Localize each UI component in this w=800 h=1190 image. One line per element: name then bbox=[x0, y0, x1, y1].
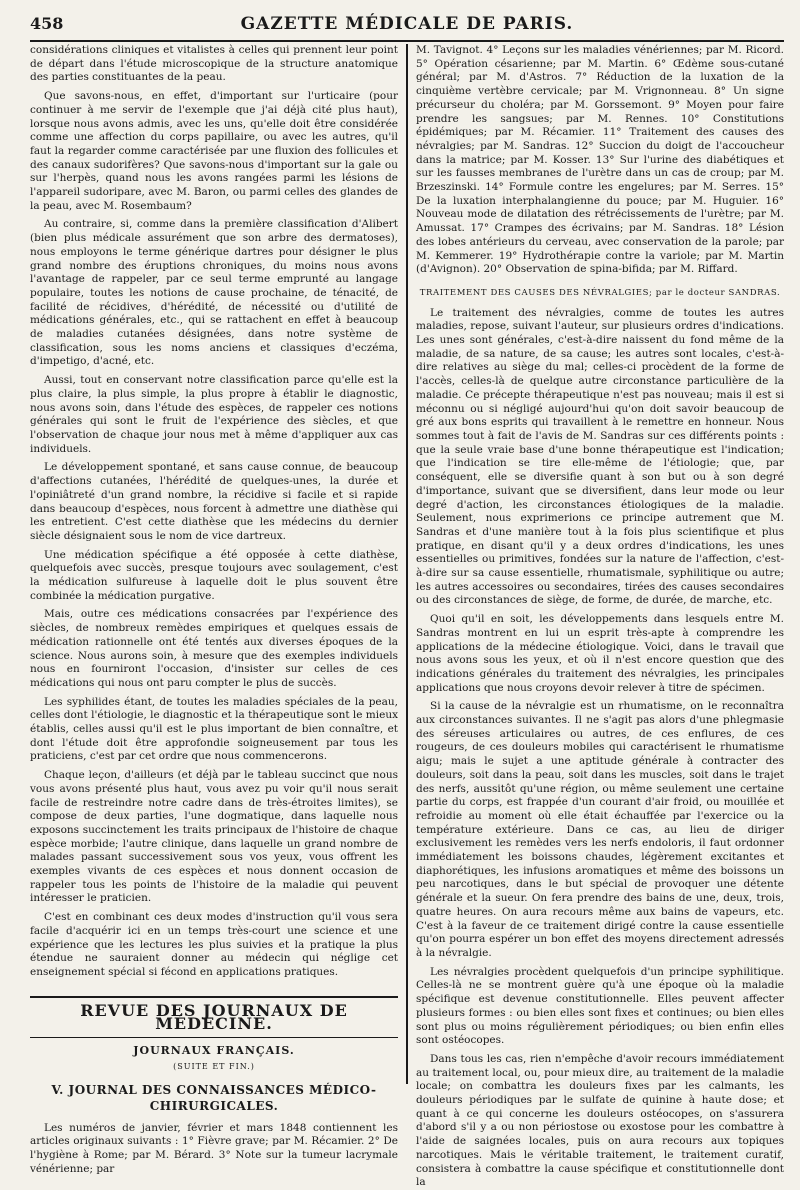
page-number: 458 bbox=[30, 14, 64, 33]
paragraph: considérations cliniques et vitalistes à celles qui prennent leur point de départ dans l'étude microscopique de la structure anatomique des parties constituantes de la peau. bbox=[30, 44, 399, 84]
paragraph: Dans tous les cas, rien n'empêche d'avoir recours immédiatement au traitement local, ou, pour mieux dire, au traitement de la maladie locale; on combattra les douleurs fixes par les calmants, les douleurs périodiques par le sulfate de quinine à haute dose; et quant à ce qui concerne les douleurs ostéocopes, on s'assurera d'abord s'il y a ou non périostose ou exostose pour les combattre à l'aide de saignées locales, puis on aura recours aux topiques narcotiques. Mais le véritable traitement, le traitement curatif, consistera à combattre la cause spécifique et constitutionnelle dont la bbox=[416, 1052, 785, 1189]
paragraph: M. Tavignot. 4° Leçons sur les maladies vénériennes; par M. Ricord. 5° Opération césarienne; par M. Martin. 6° Œdème sous-cutané général; par M. d'Astros. 7° Réduction de la luxation de la cinquième vertèbre cervicale; par M. Vrignonneau. 8° Un signe précurseur du choléra; par M. Gorssemont. 9° Moyen pour faire prendre les sangsues; par M. Rennes. 10° Constitutions épidémiques; par M. Récamier. 11° Traitement des causes des névralgies; par M. Sandras. 12° Succion du doigt de l'accoucheur dans la matrice; par M. Kosser. 13° Sur l'urine des diabétiques et sur les fausses membranes de l'urètre dans un cas de croup; par M. Brzeszinski. 14° Formule contre les engelures; par M. Serres. 15° De la luxation interphalangienne du pouce; par M. Huguier. 16° Nouveau mode de dilatation des rétrécissements de l'urètre; par M. Amussat. 17° Crampes des écrivains; par M. Sandras. 18° Lésion des lobes antérieurs du cerveau, avec conservation de la parole; par M. Kemmerer. 19° Hydrothérapie contre la variole; par M. Martin (d'Avignon). 20° Observation de spina-bifida; par M. Riffard. bbox=[416, 44, 785, 276]
page-header bbox=[30, 14, 784, 42]
section-subhead: JOURNAUX FRANÇAIS. bbox=[133, 1044, 295, 1058]
paragraph: Quoi qu'il en soit, les développements dans lesquels entre M. Sandras montrent en lui un esprit très-apte à comprendre les applications de la médecine étiologique. Voici, dans le travail que nous avons sous les yeux, et où il n'est encore question que des indications générales du traitement des névralgies, les principales applications que nous croyons devoir relever à titre de spécimen. bbox=[416, 613, 785, 694]
paragraph: Le développement spontané, et sans cause connue, de beaucoup d'affections cutanées, l'hérédité de quelques-unes, la durée et l'opiniâtreté d'un grand nombre, la récidive si facile et si rapide dans beaucoup d'espèces, nous forcent à admettre une diathèse qui les entretient. C'est cette diathèse que les médecins du dernier siècle désignaient sous le nom de vice dartreux. bbox=[30, 461, 399, 542]
paragraph: Les numéros de janvier, février et mars 1848 contiennent les articles originaux suivants : 1° Fièvre grave; par M. Récamier. 2° De l'hygiène à Rome; par M. Bérard. 3° Note sur la tumeur lacrymale vénérienne; par bbox=[30, 1121, 399, 1175]
column-divider bbox=[406, 44, 408, 1084]
paragraph: Les syphilides étant, de toutes les maladies spéciales de la peau, celles dont l'étiologie, le diagnostic et la thérapeutique sont le mieux établis, celles aussi qu'il est le plus important de bien connaître, et dont l'étude doit être approfondie soigneusement par tous les praticiens, c'est par cet ordre que nous commencerons. bbox=[30, 695, 399, 763]
paragraph: Au contraire, si, comme dans la première classification d'Alibert (bien plus médicale assurément que son arbre des dermatoses), nous employons le terme générique dartres pour désigner le plus grand nombre des éruptions chroniques, du moins nous avons l'avantage de rappeler, par ce seul terme emprunté au langage populaire, toutes les notions de cause prochaine, de ténacité, de facilité de récidives, d'hérédité, de nécessité ou d'utilité de médications générales, etc., qui se rattachent en effet à beaucoup de maladies cutanées désignées, dans notre système de classification, sous les noms anciens et classiques d'eczéma, d'impetigo, d'acné, etc. bbox=[30, 218, 399, 368]
paragraph: Chaque leçon, d'ailleurs (et déjà par le tableau succinct que nous vous avons présenté plus haut, vous avez pu voir qu'il nous serait facile de restreindre notre cadre dans de très-étroites limites), se compose de deux parties, l'une dogmatique, dans laquelle nous exposons succinctement les traits principaux de l'histoire de chaque espèce morbide; l'autre clinique, dans laquelle un grand nombre de malades passant successivement sous vos yeux, vous offrent les exemples vivants de ces espèces et nous donnent occasion de rappeler tous les points de l'histoire de la maladie qui peuvent intéresser le praticien. bbox=[30, 769, 399, 905]
left-column bbox=[30, 44, 399, 1175]
paragraph: Si la cause de la névralgie est un rhumatisme, on le reconnaîtra aux circonstances suivantes. Il ne s'agit pas alors d'une phlegmasie des séreuses articulaires ou autres, de ces enflures, de ces rougeurs, de ces douleurs mobiles qui caractérisent le rhumatisme aigu; mais le sujet a une aptitude générale à contracter des douleurs, soit dans la peau, soit dans les muscles, soit dans le trajet des nerfs, aussitôt qu'une région, ou même seulement une certaine partie du corps, est frappée d'un courant d'air froid, ou mouillée et refroidie au moment où elle était échauffée par l'exercice ou la température extérieure. Dans ce cas, au lieu de diriger exclusivement les remèdes vers les nerfs endoloris, il faut ordonner immédiatement les boissons chaudes, légèrement excitantes et diaphorétiques, les infusions aromatiques et même des boissons un peu narcotiques, dans le but spécial de provoquer une détente générale et la sueur. On fera prendre des bains de une, deux, trois, quatre heures. On aura recours même aux bains de vapeurs, etc. C'est à la faveur de ce traitement dirigé contre la cause essentielle qu'on pourra espérer un bon effet des moyens directement adressés à la névralgie. bbox=[416, 700, 785, 959]
article-heading: TRAITEMENT DES CAUSES DES NÉVRALGIES; par le docteur SANDRAS. bbox=[419, 287, 781, 298]
paragraph: Les névralgies procèdent quelquefois d'un principe syphilitique. Celles-là ne se montrent guère qu'à une époque où la maladie spécifique est devenue constitutionnelle. Elles peuvent affecter plusieurs formes : ou bien elles sont fixes et continues; ou bien elles sont plus ou moins régulièrement périodiques; ou bien enfin elles sont ostéocopes. bbox=[416, 965, 785, 1047]
paragraph: Le traitement des névralgies, comme de toutes les autres maladies, repose, suivant l'auteur, sur plusieurs ordres d'indications. Les unes sont générales, c'est-à-dire naissent du fond même de la maladie, de sa nature, de sa cause; les autres sont locales, c'est-à-dire relatives au siège du mal; celles-ci procèdent de la forme de l'accès, celles-là de quelque autre circonstance particulière de la maladie. Ce précepte thérapeutique n'est pas nouveau; mais il est si méconnu ou si négligé aujourd'hui qu'on doit savoir beaucoup de gré aux bons esprits qui travaillent à le remettre en honneur. Nous sommes tout à fait de l'avis de M. Sandras sur ces différents points : que la seule vraie base d'une bonne thérapeutique est l'indication; que l'indication se tire elle-même de l'étiologie; que, par conséquent, elle se diversifie quant à son but ou à son degré d'importance, suivant que se diversifient, dans leur mode ou leur degré d'action, les circonstances étiologiques de la maladie. Seulement, nous exprimerions ce principe autrement que M. Sandras et d'une manière tout à la fois plus scientifique et plus pratique, en disant qu'il y a deux ordres d'indications, les unes essentielles ou primitives, fondées sur la nature de l'affection, c'est-à-dire sur sa cause essentielle, rhumatismale, syphilitique ou autre; les autres accessoires ou secondaires, tirées des causes secondaires ou des circonstances de siège, de forme, de durée, de marche, etc. bbox=[416, 306, 785, 607]
section-subnote: (SUITE ET FIN.) bbox=[173, 1061, 255, 1071]
section-title: REVUE DES JOURNAUX DE MÉDECINE. bbox=[30, 996, 398, 1038]
publication-title: GAZETTE MÉDICALE DE PARIS. bbox=[240, 14, 574, 34]
journal-title: V. JOURNAL DES CONNAISSANCES MÉDICO-CHIRURGICALES. bbox=[51, 1082, 377, 1113]
paragraph: Une médication spécifique a été opposée à cette diathèse, quelquefois avec succès, presque toujours avec soulagement, c'est la médication sulfureuse à laquelle doit le plus souvent être combinée la médication purgative. bbox=[30, 548, 399, 602]
right-column bbox=[416, 44, 785, 1189]
paragraph: Aussi, tout en conservant notre classification parce qu'elle est la plus claire, la plus simple, la plus propre à établir le diagnostic, nous avons soin, dans l'étude des espèces, de rappeler ces notions générales qui sont le fruit de l'expérience des siècles, et que l'observation de chaque jour nous met à même d'appliquer aux cas individuels. bbox=[30, 374, 399, 455]
paragraph: C'est en combinant ces deux modes d'instruction qu'il vous sera facile d'acquérir ici en un temps très-court une science et une expérience que les lectures les plus suivies et la pratique la plus étendue ne sauraient donner au médecin qui néglige cet enseignement spécial si fécond en applications pratiques. bbox=[30, 911, 399, 978]
paragraph: Que savons-nous, en effet, d'important sur l'urticaire (pour continuer à me servir de l'exemple que j'ai déjà cité plus haut), lorsque nous avons admis, avec les uns, qu'elle doit être considérée comme une affection du corps papillaire, ou avec les autres, qu'il faut la regarder comme caractérisée par une fluxion des follicules et des canaux sudorifères? Que savons-nous d'important sur la gale ou sur l'herpès, quand nous les avons rangées parmi les lésions de l'appareil sudoripare, avec M. Baron, ou parmi celles des glandes de la peau, avec M. Rosembaum? bbox=[30, 90, 399, 212]
two-column-body bbox=[30, 44, 785, 1189]
paragraph: Mais, outre ces médications consacrées par l'expérience des siècles, de nombreux remèdes empiriques et quelques essais de médication rationnelle ont été tentés aux diverses époques de la science. Nous aurons soin, à mesure que des exemples individuels nous en fourniront l'occasion, d'insister sur celles de ces médications qui nous ont paru compter le plus de succès. bbox=[30, 608, 399, 689]
